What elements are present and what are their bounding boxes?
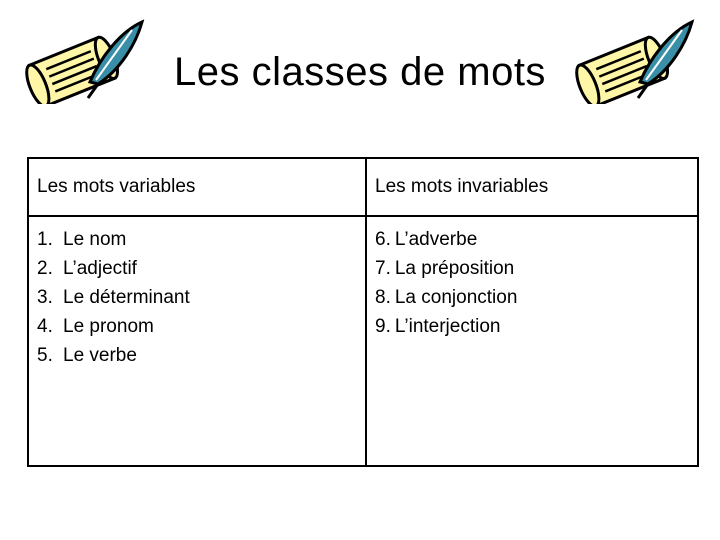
item-number: 6. [375, 229, 391, 250]
item-label: Le pronom [63, 316, 154, 337]
item-label: L’interjection [394, 316, 501, 337]
item-label: L’adverbe [394, 229, 478, 250]
item-number: 8. [375, 287, 391, 308]
list-item [37, 283, 357, 312]
item-number: 5. [37, 345, 53, 366]
item-number: 7. [375, 258, 391, 279]
list-item [375, 225, 689, 254]
item-number: 3. [37, 287, 53, 308]
item-number: 2. [37, 258, 53, 279]
invariable-words-list [375, 225, 689, 341]
slide-title: Les classes de mots [174, 50, 546, 94]
header-invariable-words: Les mots invariables [366, 158, 698, 216]
item-number: 1. [37, 229, 53, 250]
list-item [37, 341, 357, 370]
item-label: L’adjectif [63, 258, 137, 279]
list-item [375, 283, 689, 312]
item-label: La conjonction [394, 287, 518, 308]
item-label: Le nom [63, 229, 127, 250]
list-item [37, 254, 357, 283]
item-label: Le déterminant [63, 287, 190, 308]
list-item [37, 225, 357, 254]
header-variable-words: Les mots variables [28, 158, 366, 216]
table-header-row [28, 158, 698, 216]
item-label: La préposition [394, 258, 515, 279]
list-item [375, 312, 689, 341]
item-number: 9. [375, 316, 391, 337]
table-body-row [28, 216, 698, 466]
item-number: 4. [37, 316, 53, 337]
item-label: Le verbe [63, 345, 137, 366]
invariable-words-cell [366, 216, 698, 466]
list-item [375, 254, 689, 283]
variable-words-list [37, 225, 357, 370]
list-item [37, 312, 357, 341]
variable-words-cell [28, 216, 366, 466]
word-classes-table [27, 157, 699, 467]
